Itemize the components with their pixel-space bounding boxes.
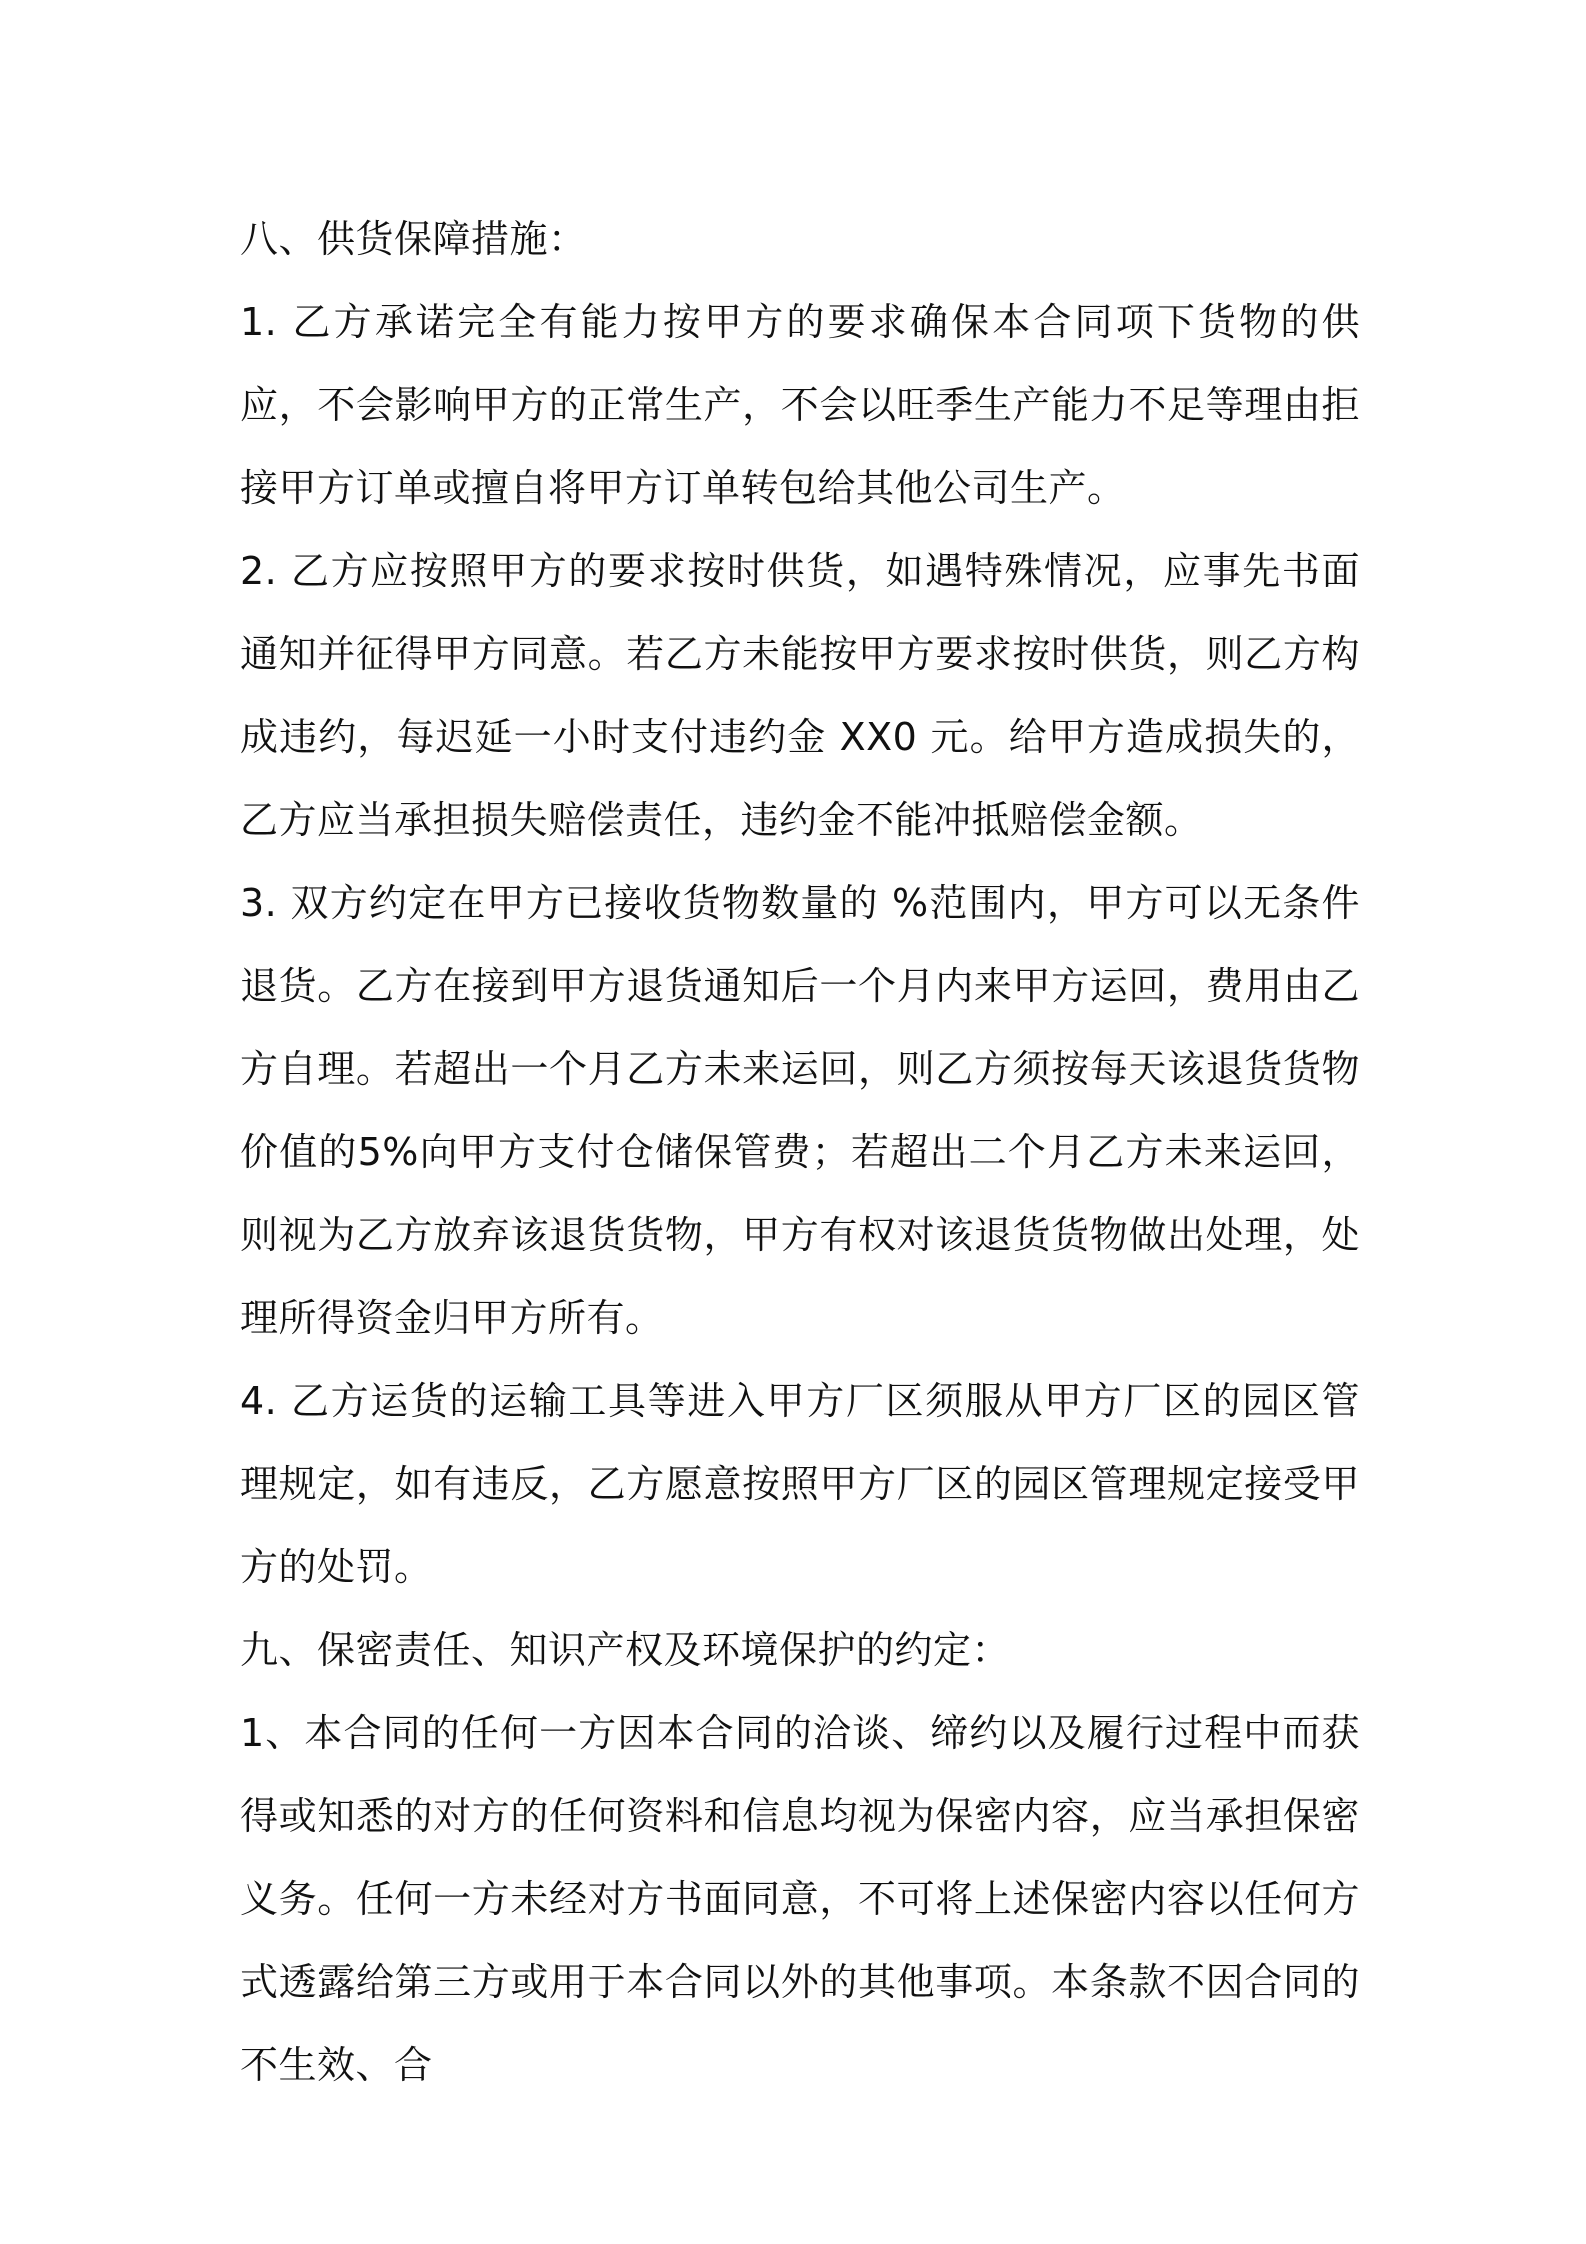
- section-heading-9: 九、保密责任、知识产权及环境保护的约定：: [240, 1628, 1011, 1672]
- paragraph-8-3: 3. 双方约定在甲方已接收货物数量的 %范围内，甲方可以无条件退货。乙方在接到甲方退货通知后一个月内来甲方运回，费用由乙方自理。若超出一个月乙方未来运回，则乙方须按每天该退货货物价值的5%向甲方支付仓储保管费；若超出二个月乙方未来运回，则视为乙方放弃该退货货物，甲方有权对该退货货物做出处理，处理所得资金归甲方所有。: [240, 881, 1360, 1340]
- paragraph-8-2: 2. 乙方应按照甲方的要求按时供货，如遇特殊情况，应事先书面通知并征得甲方同意。若乙方未能按甲方要求按时供货，则乙方构成违约，每迟延一小时支付违约金 XX0 元。给甲方造成损失的，乙方应当承担损失赔偿责任，违约金不能冲抵赔偿金额。: [240, 549, 1360, 842]
- paragraph-8-4: 4. 乙方运货的运输工具等进入甲方厂区须服从甲方厂区的园区管理规定，如有违反，乙方愿意按照甲方厂区的园区管理规定接受甲方的处罚。: [240, 1379, 1360, 1589]
- paragraph-9-1: 1、本合同的任何一方因本合同的洽谈、缔约以及履行过程中而获得或知悉的对方的任何资料和信息均视为保密内容，应当承担保密义务。任何一方未经对方书面同意，不可将上述保密内容以任何方式透露给第三方或用于本合同以外的其他事项。本条款不因合同的不生效、合: [240, 1711, 1360, 2087]
- section-heading-8: 八、供货保障措施：: [240, 217, 587, 261]
- paragraph-8-1: 1. 乙方承诺完全有能力按甲方的要求确保本合同项下货物的供应，不会影响甲方的正常生产，不会以旺季生产能力不足等理由拒接甲方订单或擅自将甲方订单转包给其他公司生产。: [240, 300, 1360, 510]
- document-body: [240, 198, 1360, 2107]
